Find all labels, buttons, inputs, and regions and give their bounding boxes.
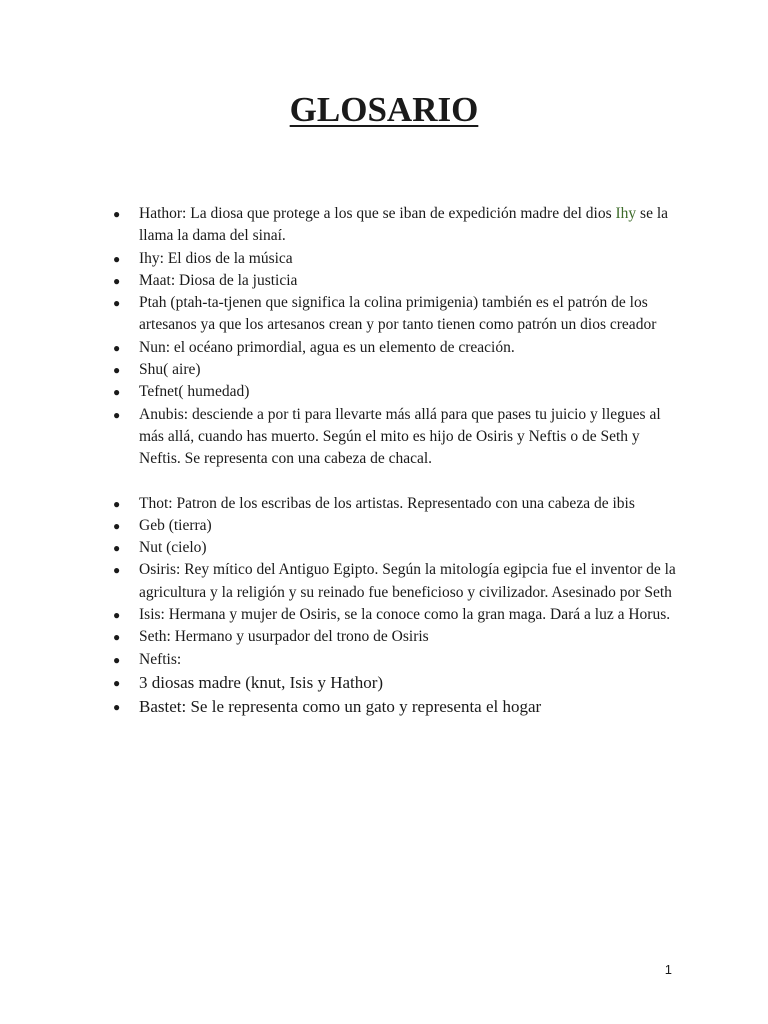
item-text: Geb (tierra): [139, 516, 212, 534]
bullet-icon: ●: [113, 296, 121, 311]
item-text: Hathor: La diosa que protege a los que se iban de expedición madre del dios: [139, 205, 616, 222]
list-item: [0, 515, 768, 537]
item-text: Bastet: Se le representa como un gato y representa el hogar: [139, 696, 542, 716]
item-text: Shu( aire): [139, 361, 201, 379]
list-item: [0, 359, 768, 381]
bullet-icon: ●: [113, 496, 121, 511]
bullet-icon: ●: [113, 518, 121, 533]
item-text: Neftis:: [139, 650, 182, 668]
ihy-highlight: Ihy: [615, 205, 637, 222]
bullet-icon: ●: [113, 251, 121, 266]
bullet-icon: ●: [113, 207, 121, 221]
bullet-icon: ●: [113, 273, 121, 288]
bullet-icon: ●: [113, 699, 121, 714]
bullet-icon: ●: [113, 385, 121, 400]
list-item: [0, 626, 768, 648]
item-text: Maat: Diosa de la justicia: [139, 271, 298, 289]
bullet-icon: ●: [113, 630, 121, 645]
list-item: [0, 203, 768, 248]
item-text: Anubis: desciende a por ti para llevarte más allá para que pases tu juicio y llegues al más allá, cuando has muerto. Según el mito es hijo de Osiris y Neftis o de Seth y Neftis. Se representa con una cabeza de chacal.: [139, 405, 661, 468]
item-text: Ptah (ptah-ta-tjenen que significa la colina primigenia) también es el patrón de los artesanos ya que los artesanos crean y por tanto tienen como patrón un dios creador: [139, 294, 657, 334]
list-item: [0, 559, 768, 604]
list-item: [0, 493, 768, 515]
item-text: Nut (cielo): [139, 539, 207, 557]
page-number: 1: [664, 962, 672, 977]
item-text: Tefnet( humedad): [139, 383, 250, 401]
bullet-icon: ●: [113, 541, 121, 556]
bullet-icon: ●: [113, 608, 121, 623]
item-text: Seth: Hermano y usurpador del trono de Osiris: [139, 628, 429, 646]
item-text: Ihy: El dios de la música: [139, 249, 293, 267]
list-item: [0, 537, 768, 559]
list-item: [0, 381, 768, 403]
list-item: [0, 337, 768, 359]
list-item: [0, 292, 768, 337]
bullet-icon: ●: [113, 363, 121, 378]
bullet-icon: ●: [113, 563, 121, 578]
list-item: [0, 248, 768, 270]
list-item: [0, 649, 768, 671]
list-item: [0, 671, 768, 695]
item-text: 3 diosas madre (knut, Isis y Hathor): [139, 672, 384, 692]
list-item: [0, 404, 768, 471]
list-item: [0, 604, 768, 626]
item-text: Nun: el océano primordial, agua es un elemento de creación.: [139, 338, 515, 356]
item-text: se la llama la dama del sinaí.: [139, 205, 669, 245]
glossary-list: [0, 203, 768, 719]
page-title: GLOSARIO: [289, 90, 479, 129]
bullet-icon: ●: [113, 652, 121, 667]
item-text: Osiris: Rey mítico del Antiguo Egipto. Según la mitología egipcia fue el inventor de la agricultura y la religión y su reinado fue beneficioso y civilizador. Asesinado por Seth: [139, 561, 676, 601]
bullet-icon: ●: [113, 675, 121, 690]
bullet-icon: ●: [113, 407, 121, 422]
list-item: [0, 270, 768, 292]
list-item: [0, 695, 768, 719]
item-text: Isis: Hermana y mujer de Osiris, se la conoce como la gran maga. Dará a luz a Horus.: [139, 606, 671, 624]
bullet-icon: ●: [113, 340, 121, 355]
item-text: Thot: Patron de los escribas de los artistas. Representado con una cabeza de ibis: [139, 494, 635, 512]
